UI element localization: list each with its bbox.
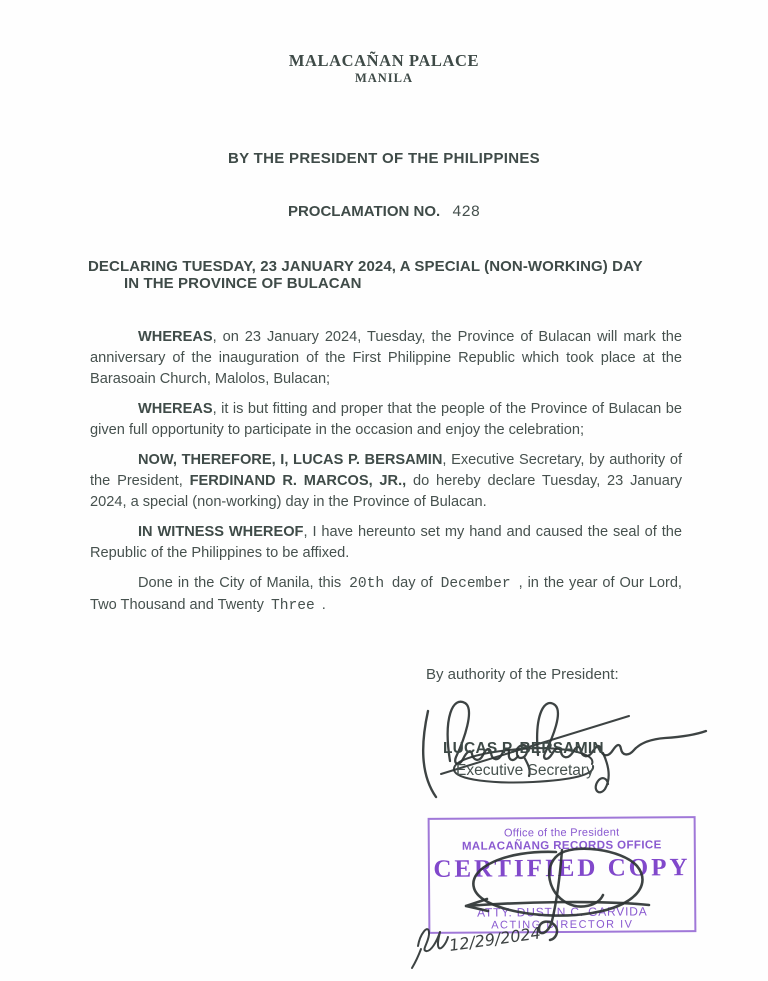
paragraph-whereas-2: WHEREAS, it is but fitting and proper that the people of the Province of Bulacan be given full opportunity to participate in the occasion and enjoy the celebration; [90, 401, 682, 438]
paragraph-lead: WHEREAS [138, 329, 213, 345]
title-line-1: DECLARING TUESDAY, 23 JANUARY 2024, A SPECIAL (NON-WORKING) DAY [88, 258, 643, 275]
proclamation-label: PROCLAMATION NO. [287, 203, 441, 220]
paragraph-witness: IN WITNESS WHEREOF, I have hereunto set my hand and caused the seal of the Republic of the Philippines to be affixed. [90, 524, 682, 561]
paragraph-whereas-1: WHEREAS, on 23 January 2024, Tuesday, the Province of Bulacan will mark the anniversary of the inauguration of the First Philippine Republic which took place at the Barasoain Church, Malolos, Bulacan; [90, 329, 682, 387]
stamp-certified-copy: CERTIFIED COPY [433, 854, 691, 883]
garvida-signature-ink [400, 812, 730, 977]
letterhead-city: MANILA [354, 71, 414, 85]
paragraph-lead: NOW, THEREFORE, I, LUCAS P. BERSAMIN [138, 452, 443, 468]
typed-month-value: December [440, 576, 511, 592]
typed-day-value: 20th [349, 576, 385, 592]
paragraph-lead: WHEREAS [138, 401, 213, 417]
title-line-2: IN THE PROVINCE OF BULACAN [124, 275, 362, 292]
by-the-president-heading: BY THE PRESIDENT OF THE PHILIPPINES [228, 150, 540, 167]
document-body [90, 327, 682, 626]
handwritten-date-ink [412, 923, 542, 968]
proclamation-number: 428 [452, 203, 481, 221]
stamp-attorney-position: ACTING DIRECTOR IV [491, 918, 634, 932]
handwritten-date-text: 12/29/2024 [447, 923, 542, 955]
letterhead-palace: MALACAÑAN PALACE [288, 51, 480, 70]
signatory-title: Executive Secretary [456, 762, 594, 779]
stamp-records-line: MALACAÑANG RECORDS OFFICE [461, 839, 662, 853]
proclamation-title [88, 258, 688, 292]
stamp-office-line: Office of the President [503, 826, 620, 840]
proclamation-number-line [0, 203, 768, 221]
stamp-attorney-name: ATTY. DUSTIN C. GARVIDA [476, 904, 648, 920]
typed-year-value: Three [270, 598, 315, 614]
paragraph-now-therefore: NOW, THEREFORE, I, LUCAS P. BERSAMIN, Executive Secretary, by authority of the President, FERDINAND R. MARCOS, JR., do hereby declare Tuesday, 23 January 2024, a special (non-working) day in the Province of Bulacan. [90, 452, 682, 510]
signatory-name: LUCAS P. BERSAMIN [443, 740, 604, 757]
president-name: FERDINAND R. MARCOS, JR., [189, 473, 407, 489]
authority-line: By authority of the President: [426, 666, 619, 683]
paragraph-done-in-manila: Done in the City of Manila, this 20th day of December , in the year of Our Lord, Two Thousand and Twenty Three . [90, 575, 682, 614]
paragraph-lead: IN WITNESS WHEREOF [138, 524, 304, 540]
